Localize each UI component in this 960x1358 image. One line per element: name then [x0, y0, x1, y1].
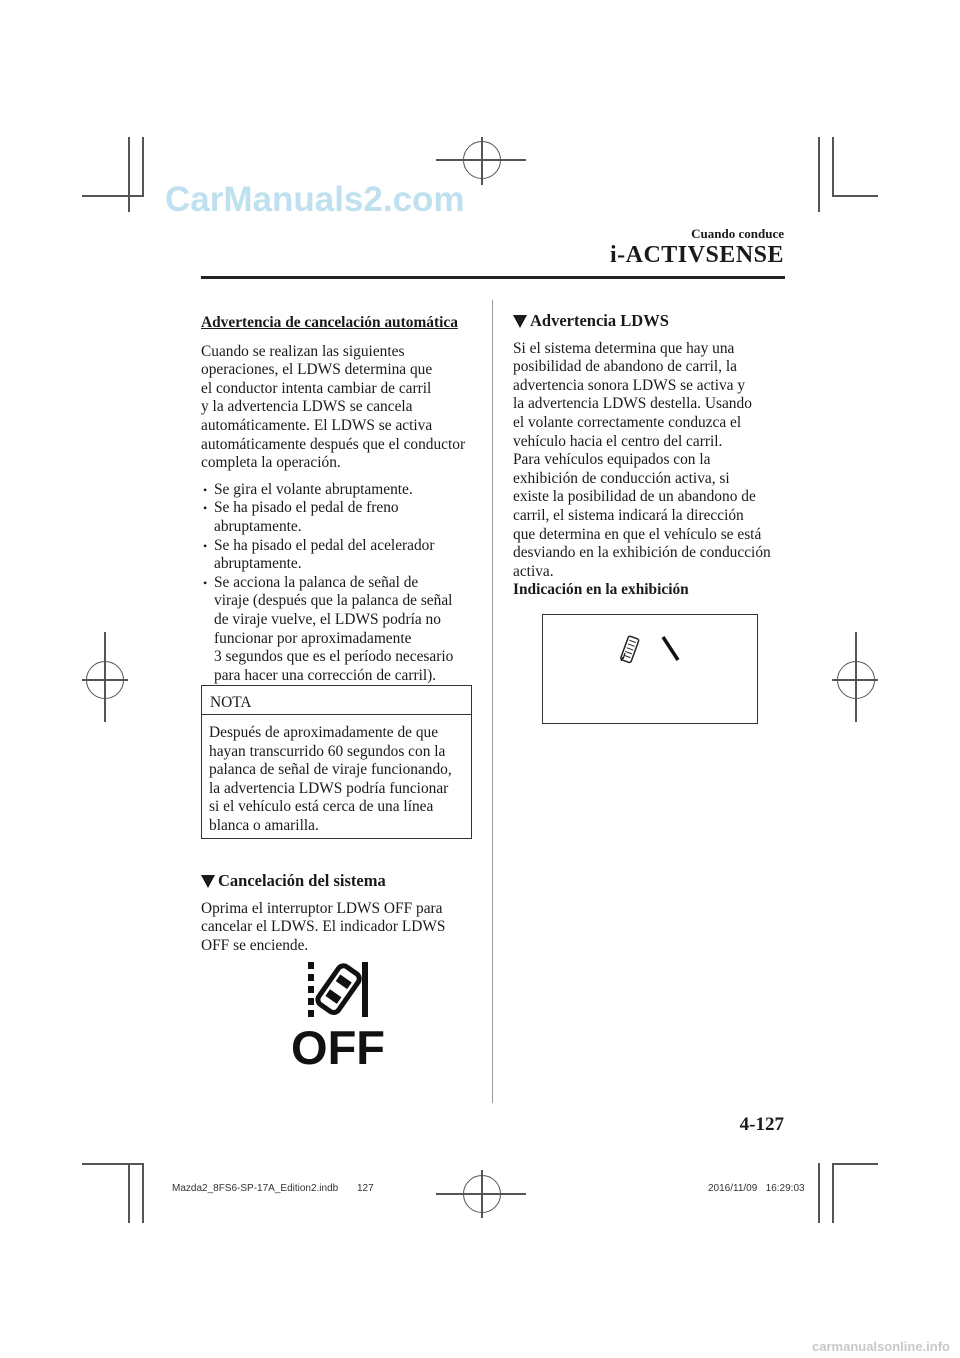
- text-line: funcionar por aproximadamente: [214, 629, 412, 647]
- section-title-text: Advertencia LDWS: [530, 311, 669, 330]
- text-line: completa la operación.: [201, 454, 341, 472]
- text-line: advertencia sonora LDWS se activa y: [513, 376, 746, 394]
- text-line: exhibición de conducción activa, si: [513, 469, 730, 487]
- header-rule: [201, 276, 785, 279]
- text-line: el conductor intenta cambiar de carril: [201, 379, 432, 397]
- page-number: 4-127: [739, 1114, 784, 1135]
- ldws-off-indicator-icon: [292, 958, 384, 1066]
- text-line: automáticamente. El LDWS se activa: [201, 416, 433, 434]
- list-item: [201, 574, 476, 686]
- text-line: Si el sistema determina que hay una: [513, 339, 735, 357]
- footer-timestamp: 2016/11/09 16:29:03: [708, 1183, 805, 1194]
- section-title-text: Cancelación del sistema: [218, 871, 386, 890]
- text-line: vehículo hacia el centro del carril.: [513, 432, 723, 450]
- text-line: palanca de señal de viraje funcionando,: [209, 761, 452, 779]
- text-line: de viraje vuelve, el LDWS podría no: [214, 610, 441, 628]
- text-line: • Se gira el volante abruptamente.: [214, 480, 413, 498]
- left-column: [201, 314, 476, 685]
- text-line: carril, el sistema indicará la dirección: [513, 506, 744, 524]
- text-line: automáticamente después que el conductor: [201, 435, 466, 453]
- text-line: Para vehículos equipados con la: [513, 451, 711, 469]
- right-column: [513, 312, 788, 600]
- text-line: y la advertencia LDWS se cancela: [201, 398, 413, 416]
- header-chapter: i-ACTIVSENSE: [609, 242, 784, 268]
- text-line: cancelar el LDWS. El indicador LDWS: [201, 918, 446, 936]
- text-line: que determina en que el vehículo se está: [513, 525, 762, 543]
- text-line: la advertencia LDWS destella. Usando: [513, 395, 752, 413]
- nota-box: [201, 685, 472, 839]
- lane-line-icon: [663, 637, 678, 660]
- text-line: 3 segundos que es el período necesario: [214, 648, 454, 666]
- text-line: blanca o amarilla.: [209, 816, 319, 834]
- text-line: viraje (después que la palanca de señal: [214, 592, 453, 610]
- text-line: hayan transcurrido 60 segundos con la: [209, 742, 446, 760]
- text-line: • Se acciona la palanca de señal de: [214, 573, 419, 591]
- text-line: el volante correctamente conduzca el: [513, 413, 742, 431]
- text-line: operaciones, el LDWS determina que: [201, 361, 433, 379]
- list-item: [201, 499, 476, 536]
- auto-cancel-intro: [201, 343, 476, 473]
- text-line: posibilidad de abandono de carril, la: [513, 358, 737, 376]
- auto-cancel-bullets: [201, 481, 476, 686]
- cancel-section: [201, 872, 481, 955]
- text-line: Oprima el interruptor LDWS OFF para: [201, 899, 443, 917]
- nota-body: [202, 715, 471, 836]
- triangle-down-icon: [201, 875, 215, 888]
- text-line: • Se ha pisado el pedal de freno: [214, 499, 399, 517]
- text-line: si el vehículo está cerca de una línea: [209, 798, 434, 816]
- nota-title: NOTA: [202, 686, 471, 715]
- watermark-bottom: carmanualsonline.info: [812, 1339, 950, 1354]
- display-illustration: [542, 614, 758, 724]
- text-line: Después de aproximadamente de que: [209, 724, 439, 741]
- text-line: abruptamente.: [214, 517, 302, 535]
- text-line: abruptamente.: [214, 555, 302, 573]
- footer-page: 127: [357, 1183, 374, 1194]
- text-line: Cuando se realizan las siguientes: [201, 342, 405, 360]
- subheading-auto-cancel: Advertencia de cancelación automática: [201, 314, 458, 331]
- list-item: [201, 481, 476, 500]
- section-title-cancel: [201, 872, 481, 891]
- watermark-logo: CarManuals2.com: [165, 180, 465, 219]
- vehicle-lane-departure-icon: [620, 636, 639, 663]
- text-line: activa.: [513, 562, 554, 580]
- text-line: para hacer una corrección de carril).: [214, 666, 437, 684]
- text-line: OFF se enciende.: [201, 936, 309, 954]
- section-title-ldws-warning: [513, 312, 788, 331]
- footer-filename: Mazda2_8FS6-SP-17A_Edition2.indb: [172, 1183, 339, 1194]
- display-label: Indicación en la exhibición: [513, 581, 689, 599]
- triangle-down-icon: [513, 315, 527, 328]
- text-line: existe la posibilidad de un abandono de: [513, 488, 756, 506]
- column-divider: [492, 300, 493, 1103]
- text-line: • Se ha pisado el pedal del acelerador: [214, 536, 435, 554]
- header-section: Cuando conduce: [691, 226, 784, 241]
- text-line: desviando en la exhibición de conducción: [513, 544, 771, 562]
- text-line: la advertencia LDWS podría funcionar: [209, 779, 449, 797]
- list-item: [201, 537, 476, 574]
- off-icon-text: OFF: [292, 1021, 384, 1066]
